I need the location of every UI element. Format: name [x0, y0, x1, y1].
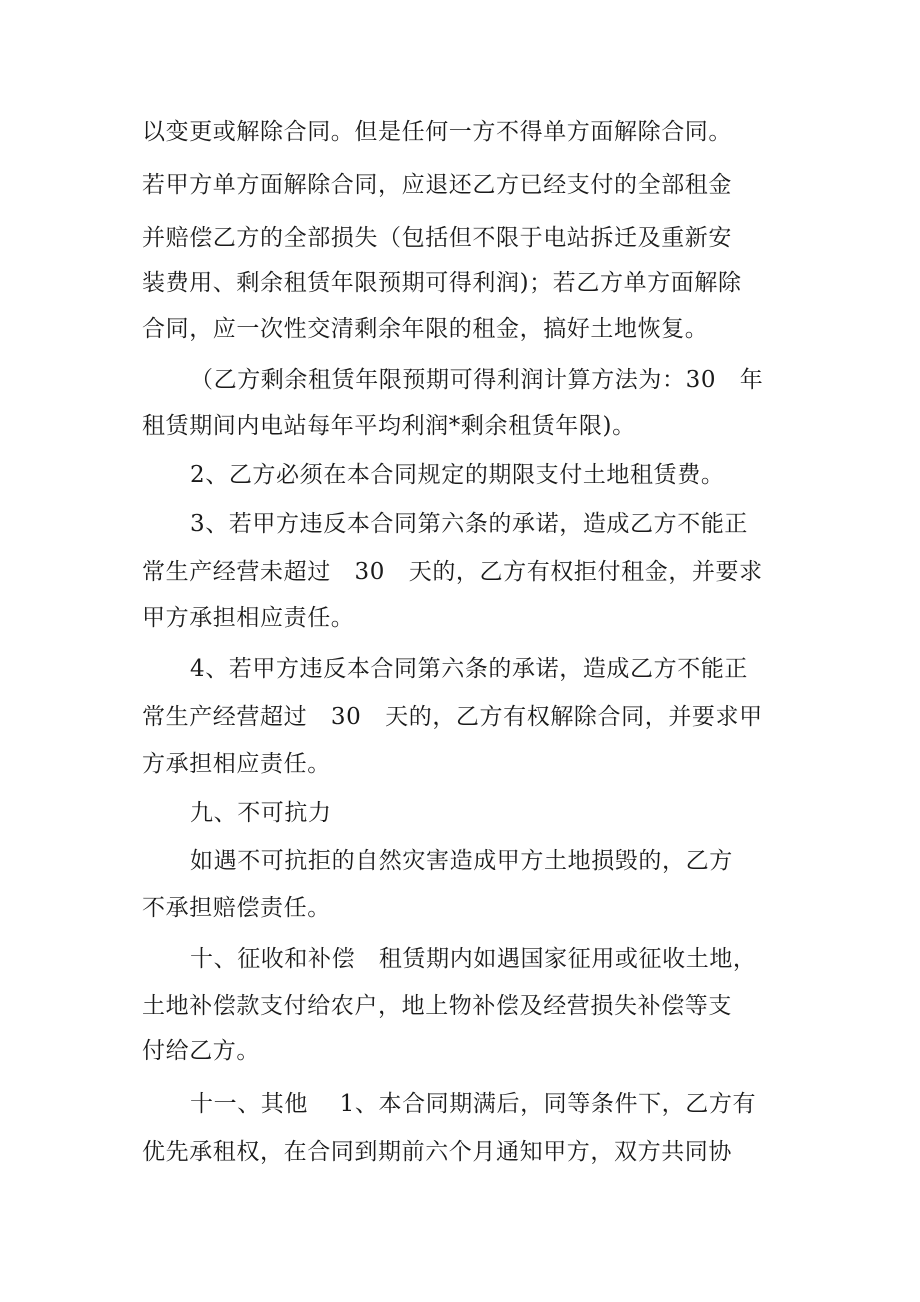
text-line: 3、若甲方违反本合同第六条的承诺，造成乙方不能正	[190, 511, 749, 537]
text-line: 租赁期间内电站每年平均利润*剩余租赁年限)。	[142, 413, 636, 439]
section-heading: 九、不可抗力	[190, 800, 332, 826]
text-line: 如遇不可抗拒的自然灾害造成甲方土地损毁的，乙方	[190, 848, 733, 874]
section-heading: 十、征收和补偿 租赁期内如遇国家征用或征收土地，	[190, 946, 757, 972]
text-line: 装费用、剩余租赁年限预期可得利润)；若乙方单方面解除	[142, 270, 742, 296]
text-line: 2、乙方必须在本合同规定的期限支付土地租赁费。	[190, 462, 725, 488]
text-line: 方承担相应责任。	[142, 751, 331, 777]
text-line: 付给乙方。	[142, 1038, 260, 1064]
text-line: 常生产经营未超过 30 天的，乙方有权拒付租金，并要求	[142, 559, 763, 585]
text-line: 优先承租权，在合同到期前六个月通知甲方，双方共同协	[142, 1139, 732, 1165]
text-line: 土地补偿款支付给农户，地上物补偿及经营损失补偿等支	[142, 993, 732, 1019]
text-line: 不承担赔偿责任。	[142, 895, 331, 921]
text-line: 若甲方单方面解除合同，应退还乙方已经支付的全部租金	[142, 172, 732, 198]
text-line: 4、若甲方违反本合同第六条的承诺，造成乙方不能正	[190, 656, 749, 682]
text-line: 并赔偿乙方的全部损失（包括但不限于电站拆迁及重新安	[142, 225, 732, 251]
section-heading: 十一、其他 1、本合同期满后，同等条件下，乙方有	[190, 1091, 757, 1117]
text-line: （乙方剩余租赁年限预期可得利润计算方法为：30 年	[190, 367, 764, 393]
text-line: 常生产经营超过 30 天的，乙方有权解除合同，并要求甲	[142, 704, 763, 730]
text-line: 甲方承担相应责任。	[142, 605, 355, 631]
text-line: 合同，应一次性交清剩余年限的租金，搞好土地恢复。	[142, 316, 709, 342]
text-line: 以变更或解除合同。但是任何一方不得单方面解除合同。	[142, 119, 732, 145]
